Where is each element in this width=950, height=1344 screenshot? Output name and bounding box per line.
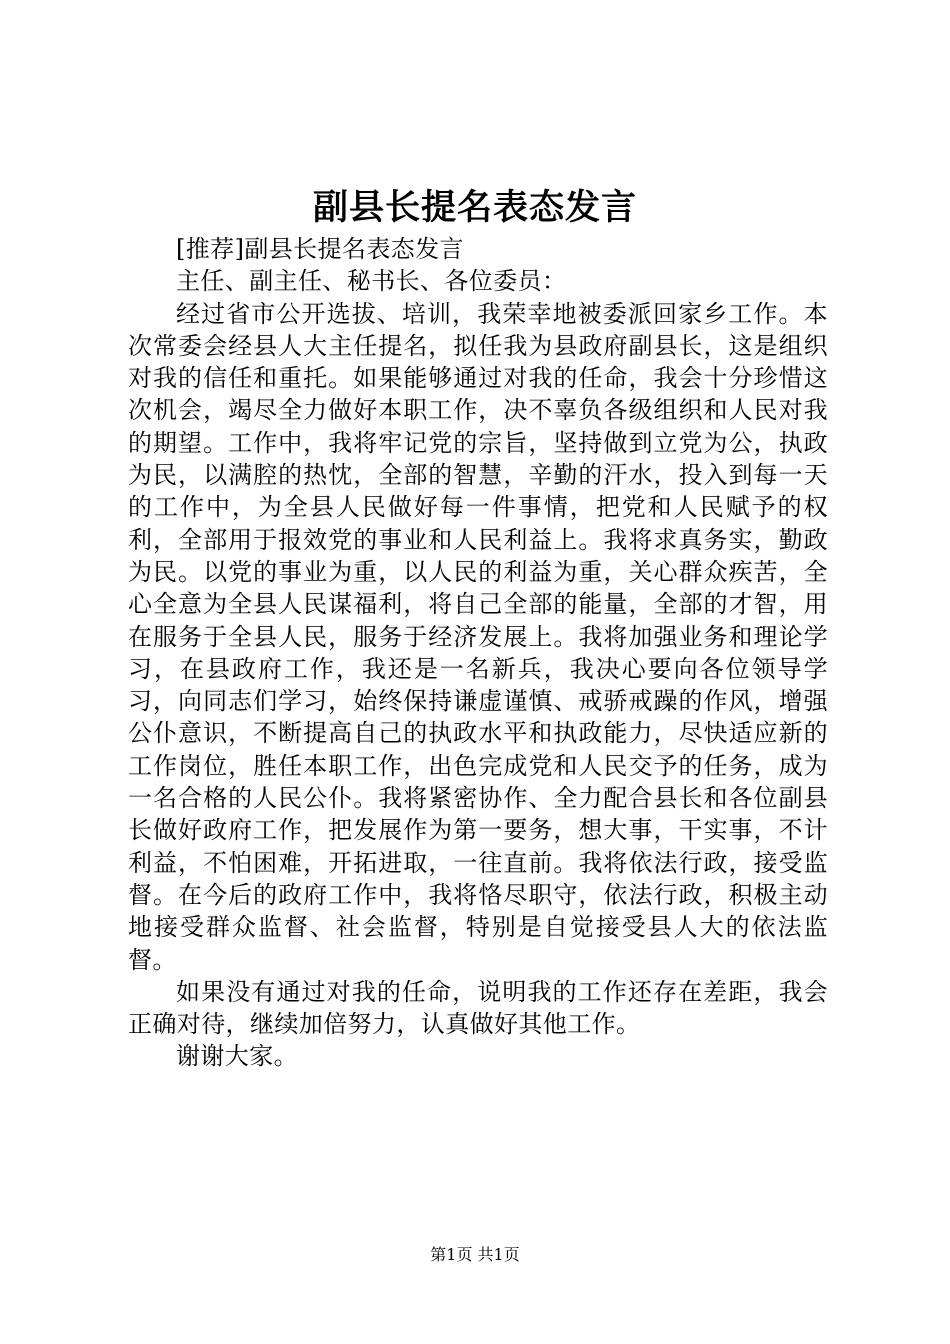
thanks-line: 谢谢大家。 <box>176 1042 298 1071</box>
document-body <box>128 233 828 1073</box>
page-number-footer: 第1页 共1页 <box>430 1245 520 1264</box>
recommend-line: [推荐]副县长提名表态发言 <box>176 235 464 263</box>
document-title: 副县长提名表态发言 <box>312 187 637 228</box>
closing-paragraph: 如果没有通过对我的任命，说明我的工作还存在差距，我会正确对待，继续加倍努力，认真做好其他工作。 <box>128 977 828 1039</box>
salutation: 主任、副主任、秘书长、各位委员： <box>176 267 567 296</box>
main-paragraph: 经过省市公开选拔、培训，我荣幸地被委派回家乡工作。本次常委会经县人大主任提名，拟任我为县政府副县长，这是组织对我的信任和重托。如果能够通过对我的任命，我会十分珍惜这次机会，竭尽全力做好本职工作，决不辜负各级组织和人民对我的期望。工作中，我将牢记党的宗旨，坚持做到立党为公，执政为民，以满腔的热忱，全部的智慧，辛勤的汗水，投入到每一天的工作中，为全县人民做好每一件事情，把党和人民赋予的权利，全部用于报效党的事业和人民利益上。我将求真务实，勤政为民。以党的事业为重，以人民的利益为重，关心群众疾苦，全心全意为全县人民谋福利，将自己全部的能量，全部的才智，用在服务于全县人民，服务于经济发展上。我将加强业务和理论学习，在县政府工作，我还是一名新兵，我决心要向各位领导学习，向同志们学习，始终保持谦虚谨慎、戒骄戒躁的作风，增强公仆意识，不断提高自己的执政水平和执政能力，尽快适应新的工作岗位，胜任本职工作，出色完成党和人民交予的任务，成为一名合格的人民公仆。我将紧密协作、全力配合县长和各位副县长做好政府工作，把发展作为第一要务，想大事，干实事，不计利益，不怕困难，开拓进取，一往直前。我将依法行政，接受监督。在今后的政府工作中，我将恪尽职守，依法行政，积极主动地接受群众监督、社会监督，特别是自觉接受县人大的依法监督。 <box>128 299 828 974</box>
